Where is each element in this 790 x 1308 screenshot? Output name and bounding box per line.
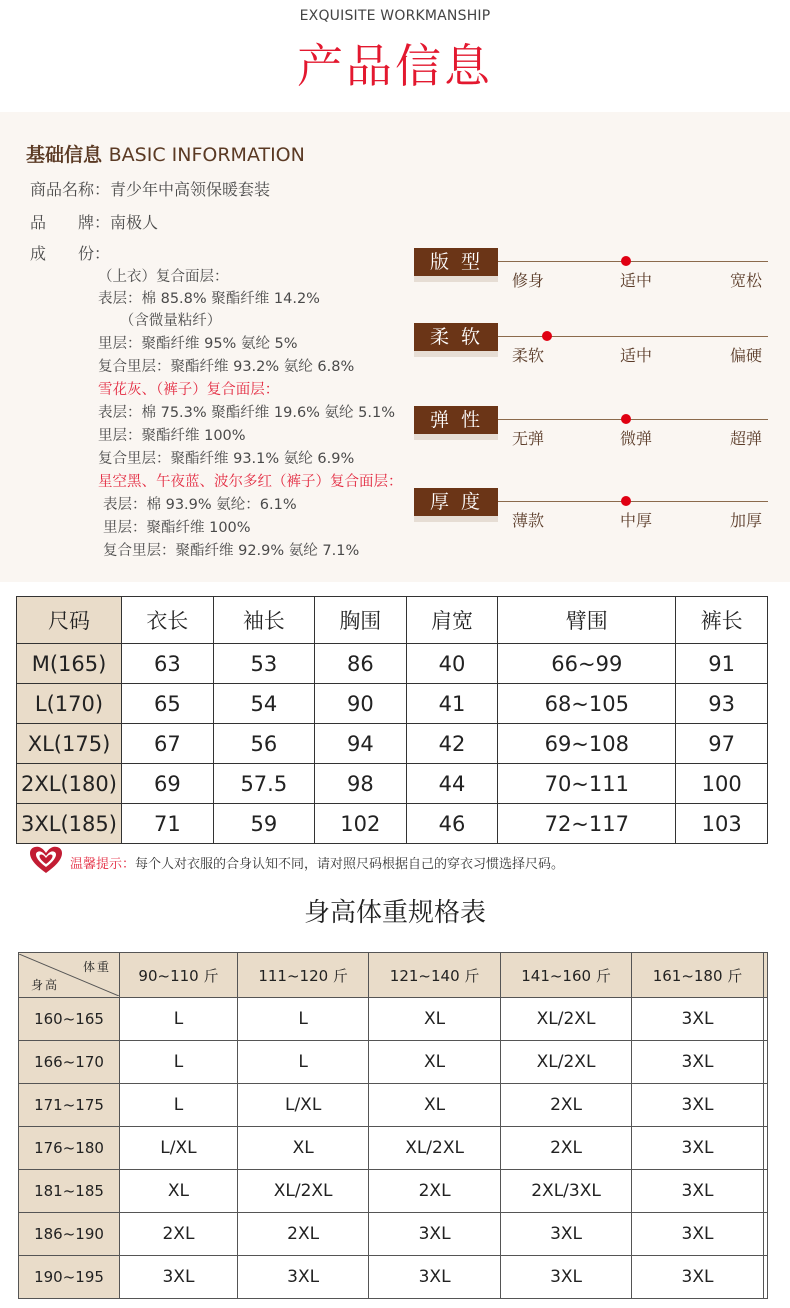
- size-cell: 2XL: [369, 1170, 500, 1213]
- composition-line: 表层：棉 75.3% 聚酯纤维 19.6% 氨纶 5.1%: [98, 405, 396, 421]
- scale-line: [498, 336, 768, 337]
- size-cell: 3XL: [632, 1213, 763, 1256]
- value-cell: 103: [676, 804, 768, 844]
- size-cell: L(170): [17, 684, 122, 724]
- size-cell: [763, 1213, 767, 1256]
- size-cell: 3XL: [369, 1256, 500, 1299]
- scale-option-label: 超弹: [730, 429, 763, 448]
- value-cell: 67: [122, 724, 214, 764]
- value-cell: 71: [122, 804, 214, 844]
- scale-option-label: 适中: [620, 271, 653, 290]
- value-cell: 86: [315, 644, 407, 684]
- header-cell: 胸围: [315, 597, 407, 644]
- composition-line: 复合里层：聚酯纤维 93.1% 氨纶 6.9%: [98, 451, 355, 467]
- value-cell: 40: [406, 644, 498, 684]
- header-cell: 臂围: [498, 597, 676, 644]
- value-cell: 90: [315, 684, 407, 724]
- table-row: [19, 1170, 768, 1213]
- height-cell: 186~190: [19, 1213, 120, 1256]
- table-row: [17, 644, 768, 684]
- composition-line: 里层：聚酯纤维 100%: [98, 428, 246, 444]
- size-cell: XL/2XL: [237, 1170, 368, 1213]
- size-cell: [763, 1084, 767, 1127]
- size-cell: XL: [369, 1041, 500, 1084]
- value-cell: 68~105: [498, 684, 676, 724]
- attribute-tag: 厚度: [414, 488, 498, 516]
- scale-option-label: 中厚: [620, 511, 653, 530]
- attribute-tag-base: [414, 516, 498, 522]
- composition-line: （上衣）复合面层：: [98, 269, 229, 285]
- composition-line: 里层：聚酯纤维 100%: [103, 520, 251, 536]
- table-row: [19, 1084, 768, 1127]
- value-cell: 41: [406, 684, 498, 724]
- size-cell: 3XL: [369, 1213, 500, 1256]
- attribute-tag: 版型: [414, 248, 498, 276]
- height-cell: 181~185: [19, 1170, 120, 1213]
- value-cell: 97: [676, 724, 768, 764]
- size-cell: 3XL(185): [17, 804, 122, 844]
- size-cell: [763, 998, 767, 1041]
- value-cell: 63: [122, 644, 214, 684]
- tip-body: 每个人对衣服的合身认知不同，请对照尺码根据自己的穿衣习惯选择尺码。: [135, 857, 565, 872]
- header-cell: 袖长: [213, 597, 314, 644]
- brand: 品 牌：南极人: [30, 213, 159, 232]
- scale-line: [498, 419, 768, 420]
- value-cell: 69: [122, 764, 214, 804]
- size-cell: L/XL: [237, 1084, 368, 1127]
- scale-option-label: 薄款: [512, 511, 545, 530]
- composition-line: （含微量粘纤）: [98, 313, 222, 329]
- table-row: [19, 1127, 768, 1170]
- size-cell: XL: [369, 1084, 500, 1127]
- value-cell: 46: [406, 804, 498, 844]
- composition-line: 复合里层：聚酯纤维 92.9% 氨纶 7.1%: [103, 543, 360, 559]
- scale-option-label: 微弹: [620, 429, 653, 448]
- composition-line: 复合里层：聚酯纤维 93.2% 氨纶 6.8%: [98, 359, 355, 375]
- scale-indicator-dot: [621, 256, 631, 266]
- header-cell: 121~140 斤: [369, 953, 500, 998]
- table-row: [17, 804, 768, 844]
- table-row: [17, 764, 768, 804]
- height-cell: 190~195: [19, 1256, 120, 1299]
- size-cell: XL/2XL: [369, 1127, 500, 1170]
- page-title: 产品信息: [297, 39, 493, 93]
- scale-option-label: 适中: [620, 346, 653, 365]
- scale-option-label: 无弹: [512, 429, 545, 448]
- corner-weight: 体重: [82, 960, 111, 974]
- size-cell: 2XL(180): [17, 764, 122, 804]
- value-cell: 70~111: [498, 764, 676, 804]
- size-cell: XL: [237, 1127, 368, 1170]
- tip-text: [70, 853, 564, 872]
- value-cell: 56: [213, 724, 314, 764]
- scale-option-label: 修身: [512, 271, 545, 290]
- height-weight-table: [18, 952, 768, 1299]
- corner-cell: [19, 953, 120, 998]
- size-cell: 3XL: [632, 1127, 763, 1170]
- basic-heading-cn: 基础信息: [26, 144, 103, 166]
- value-cell: 57.5: [213, 764, 314, 804]
- size-cell: XL(175): [17, 724, 122, 764]
- size-table-header: [17, 597, 768, 644]
- scale-option-label: 柔软: [512, 346, 545, 365]
- size-cell: [763, 1041, 767, 1084]
- header-cell: 衣长: [122, 597, 214, 644]
- value-cell: 44: [406, 764, 498, 804]
- size-cell: 2XL: [120, 1213, 238, 1256]
- value-cell: 100: [676, 764, 768, 804]
- size-cell: [763, 1256, 767, 1299]
- scale-option-label: 加厚: [730, 511, 763, 530]
- size-cell: M(165): [17, 644, 122, 684]
- size-cell: 3XL: [632, 1256, 763, 1299]
- scale-line: [498, 501, 768, 502]
- attribute-tag: 弹性: [414, 406, 498, 434]
- value-cell: 69~108: [498, 724, 676, 764]
- size-cell: L/XL: [120, 1127, 238, 1170]
- size-cell: XL/2XL: [500, 998, 631, 1041]
- basic-info-heading: [26, 140, 305, 167]
- composition-line: 表层：棉 93.9% 氨纶：6.1%: [103, 497, 297, 513]
- size-cell: 3XL: [237, 1256, 368, 1299]
- hw-table-header: [19, 953, 768, 998]
- value-cell: 93: [676, 684, 768, 724]
- header-cell: 尺码: [17, 597, 122, 644]
- size-cell: 2XL: [500, 1084, 631, 1127]
- product-name: 商品名称：青少年中高领保暖套装: [30, 180, 271, 199]
- header-subtitle: EXQUISITE WORKMANSHIP: [299, 8, 491, 24]
- value-cell: 72~117: [498, 804, 676, 844]
- size-cell: 3XL: [500, 1213, 631, 1256]
- size-cell: XL: [120, 1170, 238, 1213]
- header-cell: 肩宽: [406, 597, 498, 644]
- composition-line: 表层：棉 85.8% 聚酯纤维 14.2%: [98, 291, 320, 307]
- height-cell: 160~165: [19, 998, 120, 1041]
- attribute-tag-base: [414, 276, 498, 282]
- value-cell: 94: [315, 724, 407, 764]
- corner-height: 身高: [31, 978, 60, 992]
- value-cell: 59: [213, 804, 314, 844]
- scale-option-label: 偏硬: [730, 346, 763, 365]
- header-cell: 111~120 斤: [237, 953, 368, 998]
- basic-heading-en: BASIC INFORMATION: [108, 144, 305, 166]
- size-cell: 2XL: [500, 1127, 631, 1170]
- attribute-tag-base: [414, 351, 498, 357]
- size-cell: XL/2XL: [500, 1041, 631, 1084]
- height-cell: 176~180: [19, 1127, 120, 1170]
- value-cell: 98: [315, 764, 407, 804]
- size-cell: XL: [369, 998, 500, 1041]
- size-cell: L: [120, 1041, 238, 1084]
- size-cell: 3XL: [632, 998, 763, 1041]
- table-row: [19, 1041, 768, 1084]
- tip-label: 温馨提示：: [70, 857, 136, 872]
- heart-icon: [28, 845, 64, 875]
- composition-line: 雪花灰、（裤子）复合面层：: [98, 382, 280, 398]
- header-cell: 裤长: [676, 597, 768, 644]
- value-cell: 91: [676, 644, 768, 684]
- scale-option-label: 宽松: [730, 271, 763, 290]
- composition-line: 星空黑、午夜蓝、波尔多红（裤子）复合面层：: [98, 474, 403, 490]
- value-cell: 102: [315, 804, 407, 844]
- size-cell: L: [120, 998, 238, 1041]
- composition-label: 成 份：: [30, 244, 111, 263]
- table-row: [19, 1256, 768, 1299]
- size-cell: 3XL: [632, 1170, 763, 1213]
- header-cell: 141~160 斤: [500, 953, 631, 998]
- height-cell: 171~175: [19, 1084, 120, 1127]
- size-cell: 2XL: [237, 1213, 368, 1256]
- attribute-tag-base: [414, 434, 498, 440]
- size-cell: L: [237, 1041, 368, 1084]
- size-cell: 3XL: [632, 1084, 763, 1127]
- scale-indicator-dot: [621, 496, 631, 506]
- attribute-tag: 柔软: [414, 323, 498, 351]
- scale-line: [498, 261, 768, 262]
- header-cell: 90~110 斤: [120, 953, 238, 998]
- table-row: [17, 724, 768, 764]
- table-row: [17, 684, 768, 724]
- size-cell: [763, 1170, 767, 1213]
- size-cell: 3XL: [632, 1041, 763, 1084]
- value-cell: 66~99: [498, 644, 676, 684]
- size-cell: [763, 1127, 767, 1170]
- table-row: [19, 998, 768, 1041]
- value-cell: 42: [406, 724, 498, 764]
- value-cell: 53: [213, 644, 314, 684]
- size-cell: 2XL/3XL: [500, 1170, 631, 1213]
- scale-indicator-dot: [621, 414, 631, 424]
- size-table: [16, 596, 768, 844]
- value-cell: 54: [213, 684, 314, 724]
- header-cell: 161~180 斤: [632, 953, 763, 998]
- height-cell: 166~170: [19, 1041, 120, 1084]
- section-title: 身高体重规格表: [303, 898, 486, 928]
- size-cell: L: [120, 1084, 238, 1127]
- table-row: [19, 1213, 768, 1256]
- size-cell: 3XL: [120, 1256, 238, 1299]
- size-cell: L: [237, 998, 368, 1041]
- value-cell: 65: [122, 684, 214, 724]
- header-cell: [763, 953, 767, 998]
- composition-line: 里层：聚酯纤维 95% 氨纶 5%: [98, 336, 298, 352]
- size-cell: 3XL: [500, 1256, 631, 1299]
